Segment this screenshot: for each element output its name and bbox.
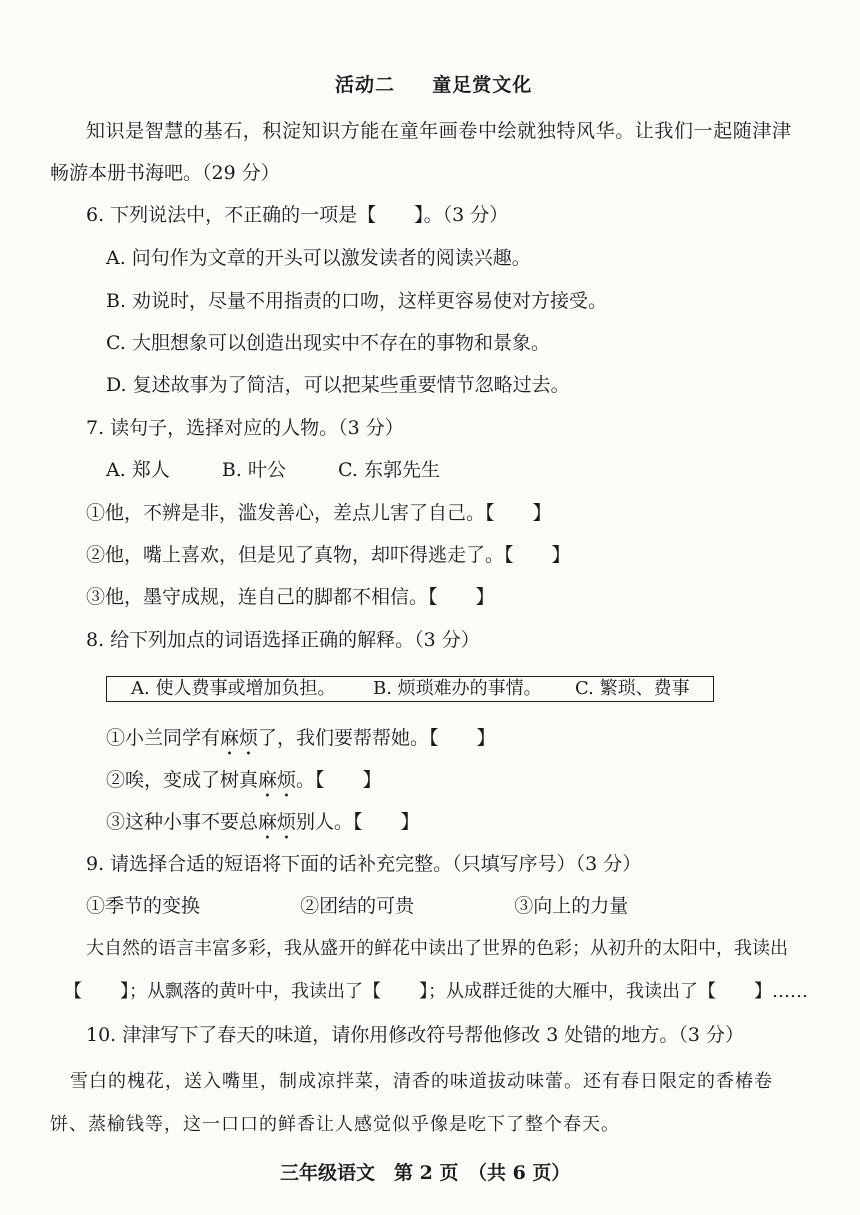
q8-stem: 8. 给下列加点的词语选择正确的解释。（3 分） xyxy=(86,629,480,651)
q8-box-option-c: C. 繁琐、费事 xyxy=(575,678,690,699)
q9-choice-1: ①季节的变换 xyxy=(86,895,201,917)
q8-box-option-a: A. 使人费事或增加负担。 xyxy=(131,678,336,699)
q8-item-2-close: 】 xyxy=(362,769,382,791)
q9-para-segment-3: 】；从成群迁徙的大雁中，我读出了【 xyxy=(419,981,716,1002)
section-title-left: 活动二 xyxy=(335,74,396,96)
q8-item-1-pre: ①小兰同学有 xyxy=(106,727,221,749)
q8-item-3-dotted-word: 麻烦 xyxy=(258,811,297,833)
q7-item-2-text: ②他，嘴上喜欢，但是见了真物，却吓得逃走了。【 xyxy=(86,544,514,566)
q7-item-2-close: 】 xyxy=(551,544,571,566)
q8-item-1-post: 了，我们要帮帮她。【 xyxy=(258,727,439,749)
q7-item-1-text: ①他，不辨是非，滥发善心，差点儿害了自己。【 xyxy=(86,502,495,524)
q6-stem-text: 6. 下列说法中，不正确的一项是【 xyxy=(86,204,377,226)
q6-option-d: D. 复述故事为了简洁，可以把某些重要情节忽略过去。 xyxy=(106,374,570,396)
q9-para-segment-4: 】…… xyxy=(754,981,808,1002)
q8-item-3 xyxy=(106,809,420,844)
q9-choice-3: ③向上的力量 xyxy=(514,895,629,917)
q10-stem: 10. 津津写下了春天的味道，请你用修改符号帮他修改 3 处错的地方。（3 分） xyxy=(86,1024,745,1046)
q10-passage-line-2: 饼、蒸榆钱等，这一口口的鲜香让人感觉似乎像是吃下了整个春天。 xyxy=(50,1114,620,1135)
q8-item-2-post: 。【 xyxy=(296,769,325,791)
section-title xyxy=(335,72,532,98)
q8-item-1-dotted-word: 麻烦 xyxy=(220,727,259,749)
q8-box-option-b: B. 烦琐难办的事情。 xyxy=(373,678,542,699)
q9-choice-2: ②团结的可贵 xyxy=(300,895,415,917)
q6-option-a: A. 问句作为文章的开头可以激发读者的阅读兴趣。 xyxy=(106,247,531,269)
q7-choice-c: C. 东郭先生 xyxy=(338,459,440,481)
q8-options-box xyxy=(106,676,714,702)
intro-line-1: 知识是智慧的基石，积淀知识方能在童年画卷中绘就独特风华。让我们一起随津津 xyxy=(86,120,792,142)
q8-item-3-close: 】 xyxy=(400,811,420,833)
q8-item-2-pre: ②唉，变成了树真 xyxy=(106,769,259,791)
q8-item-3-pre: ③这种小事不要总 xyxy=(106,811,259,833)
q6-option-c: C. 大胆想象可以创造出现实中不存在的事物和景象。 xyxy=(106,332,550,354)
q7-item-2 xyxy=(86,542,571,568)
q8-item-1 xyxy=(106,725,496,760)
q9-paragraph-line-2 xyxy=(64,979,808,1005)
page-footer: 三年级语文 第 2 页 （共 6 页） xyxy=(280,1162,571,1184)
q7-choice-b: B. 叶公 xyxy=(221,459,286,481)
q6-stem xyxy=(86,202,508,228)
q8-item-2-dotted-word: 麻烦 xyxy=(258,769,297,791)
q9-para-segment-2: 】；从飘落的黄叶中，我读出了【 xyxy=(120,981,381,1002)
q7-choices xyxy=(106,457,440,483)
q7-choice-a: A. 郑人 xyxy=(106,459,170,481)
q8-item-2 xyxy=(106,767,382,802)
q9-choices xyxy=(86,893,628,919)
q9-paragraph-line-1: 大自然的语言丰富多彩，我从盛开的鲜花中读出了世界的色彩；从初升的太阳中，我读出 xyxy=(86,938,788,959)
q7-item-3 xyxy=(86,584,495,610)
q7-item-3-close: 】 xyxy=(475,586,495,608)
intro-line-2: 畅游本册书海吧。（29 分） xyxy=(50,162,280,184)
q10-passage-line-1: 雪白的槐花，送入嘴里，制成凉拌菜，清香的味道拔动味蕾。还有春日限定的香椿卷 xyxy=(70,1071,773,1092)
q6-stem-end: 】。（3 分） xyxy=(414,204,509,226)
q9-blank-1-open: 【 xyxy=(64,981,82,1002)
section-title-right: 童足赏文化 xyxy=(432,74,533,96)
q6-option-b: B. 劝说时，尽量不用指责的口吻，这样更容易使对方接受。 xyxy=(106,290,608,312)
q8-item-3-post: 别人。【 xyxy=(296,811,363,833)
q7-item-1 xyxy=(86,500,552,526)
q9-stem: 9. 请选择合适的短语将下面的话补充完整。（只填写序号）（3 分） xyxy=(86,853,642,875)
q8-item-1-close: 】 xyxy=(476,727,496,749)
q7-item-1-close: 】 xyxy=(532,502,552,524)
q7-stem: 7. 读句子，选择对应的人物。（3 分） xyxy=(86,417,404,439)
q7-item-3-text: ③他，墨守成规，连自己的脚都不相信。【 xyxy=(86,586,438,608)
